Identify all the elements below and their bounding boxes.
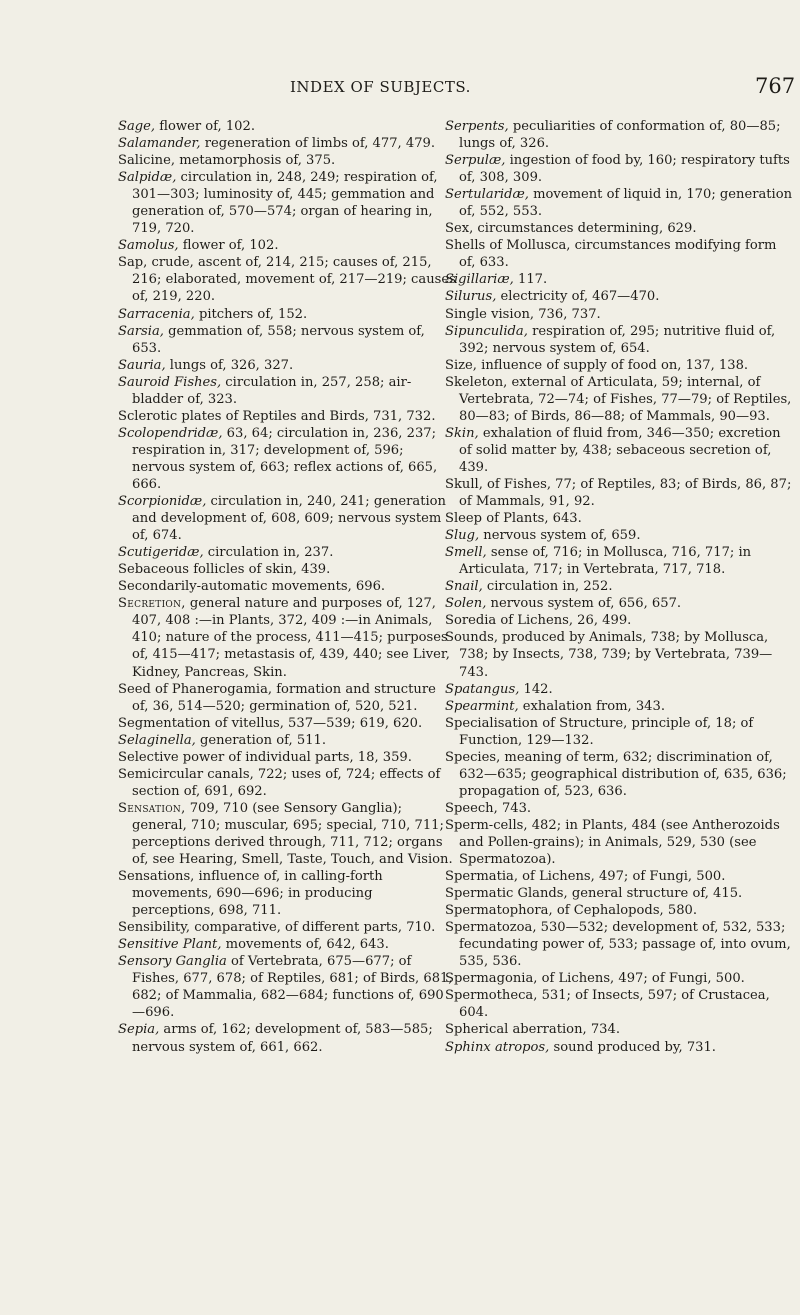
index-entry-heading: Scutigeridæ, [118, 545, 204, 561]
index-entry [445, 902, 793, 919]
index-entry-references: of Fishes, 77; of Reptiles, 83; of Birds, 86, 87; of Mammals, 91, 92. [459, 476, 792, 510]
index-entry [118, 749, 456, 766]
index-entry [118, 919, 456, 936]
page-header [0, 74, 800, 102]
index-entry-references: of Phanerogamia, formation and structure of, 36, 514—520; germination of, 520, 521. [132, 681, 436, 714]
index-entry-references: Glands, general structure of, 415. [513, 886, 743, 902]
index-entry-references: movement of liquid in, 170; generation of, 552, 553. [459, 187, 793, 220]
index-entry-references: follicles of skin, 439. [189, 562, 331, 578]
index-entry-heading: Scolopendridæ, [118, 425, 223, 441]
index-entry-references: of Vertebrata, 675—677; of Fishes, 677, 678; of Reptiles, 681; of Birds, 681, 682; of Mammalia, 682—684; functions of, 690—696. [132, 954, 453, 1021]
index-entry-references: of Structure, principle of, 18; of Function, 129—132. [459, 715, 754, 748]
index-entry [445, 544, 793, 578]
index-entry [445, 288, 793, 305]
index-entry [445, 186, 793, 220]
index-entry-references: 63, 64; circulation in, 236, 237; respiration in, 317; development of, 596; nervous system of, 663; reflex actions of, 665, 666. [132, 425, 438, 492]
index-entry-references: of Lichens, 26, 499. [496, 613, 632, 629]
index-entry-heading: Serpents, [445, 119, 509, 134]
index-entry [445, 425, 793, 476]
index-entry-heading: Segmentation [118, 715, 211, 731]
index-entry-references: exhalation from, 343. [518, 698, 665, 714]
index-entry-references: of Lichens, 497; of Fungi, 500. [518, 869, 726, 885]
index-entry-heading: Specialisation [445, 715, 539, 731]
index-entry-heading: Smell, [445, 545, 487, 561]
index-entry [118, 1021, 456, 1055]
index-entry [445, 527, 793, 544]
index-entry [445, 476, 793, 510]
index-entry [118, 254, 456, 305]
index-entry-heading: Sage, [118, 119, 156, 134]
index-entry [118, 561, 456, 578]
index-entry-heading: Spermatia, [445, 869, 519, 885]
index-entry [118, 135, 456, 152]
index-entry-references: circulation in, 240, 241; generation and development of, 608, 609; nervous system of, 674. [132, 494, 446, 544]
index-entry [445, 970, 793, 987]
index-entry [118, 425, 456, 493]
index-entry-heading: Skeleton, [445, 374, 508, 390]
index-entry [445, 868, 793, 885]
index-entry-heading: Samolus, [118, 238, 179, 254]
index-entry-references: produced by Animals, 738; by Mollusca, 738; by Insects, 738, 739; by Vertebrata, 739—743. [459, 630, 773, 680]
index-entry-heading: Sensitive Plant, [118, 937, 222, 953]
index-entry [445, 817, 793, 868]
index-entry [445, 357, 793, 374]
index-entry-references: respiration of, 295; nutritive fluid of, 392; nervous system of, 654. [459, 323, 776, 356]
index-entry [445, 510, 793, 527]
index-entry [118, 953, 456, 1021]
index-column-right [445, 118, 793, 1056]
index-entry-heading: Silurus, [445, 289, 497, 305]
index-entry-heading: Sclerotic [118, 408, 178, 424]
index-entry-references: sound produced by, 731. [549, 1039, 716, 1055]
index-entry-references: circulation in, 252. [482, 579, 613, 595]
index-entry-references: 531; of Insects, 597; of Crustacea, 604. [459, 988, 770, 1021]
index-entry [445, 578, 793, 595]
index-entry-heading: Sepia, [118, 1022, 160, 1038]
index-entry [445, 698, 793, 715]
index-entry [118, 493, 456, 544]
index-entry-heading: Sarsia, [118, 323, 164, 339]
index-entry [445, 1039, 793, 1056]
index-entry-heading: Sensibility, [118, 920, 191, 936]
index-entry-heading: Selective [118, 749, 179, 765]
index-entry-heading: Secondarily-automatic [118, 579, 268, 595]
index-entry-heading: Skull, [445, 476, 483, 492]
index-entry-heading: Sensation, [118, 800, 186, 816]
index-entry-heading: Sipunculida, [445, 323, 528, 339]
index-entry-heading: Sex, [445, 221, 474, 237]
index-entry [118, 152, 456, 169]
index-entry [118, 578, 456, 595]
index-entry [445, 1021, 793, 1038]
index-entry [445, 987, 793, 1021]
index-entry-heading: Shells [445, 238, 486, 254]
index-entry-references: comparative, of different parts, 710. [190, 920, 436, 936]
index-entry-references: influence of, in calling-forth movements, 690—696; in producing perceptions, 698, 711. [132, 869, 383, 919]
index-entry-references: metamorphosis of, 375. [175, 153, 336, 169]
index-entry [445, 306, 793, 323]
index-entry-heading: Scorpionidæ, [118, 494, 207, 510]
index-entry-references: plates of Reptiles and Birds, 731, 732. [177, 408, 436, 424]
index-entry-heading: Spatangus, [445, 681, 520, 697]
index-entry-heading: Sertularidæ, [445, 187, 529, 203]
index-entry [118, 323, 456, 357]
index-entry-heading: Species, [445, 749, 501, 765]
index-entry-references: power of individual parts, 18, 359. [178, 749, 412, 765]
index-entry-references: 117. [513, 272, 548, 288]
index-entry [445, 919, 793, 970]
index-entry-references: 530—532; development of, 532, 533; fecundating power of, 533; passage of, into ovum, 535, 536. [459, 920, 791, 970]
index-entry [445, 681, 793, 698]
index-entry-heading: Serpulæ, [445, 153, 506, 169]
index-entry-references: crude, ascent of, 214, 215; causes of, 215, 216; elaborated, movement of, 217—219; causes of, 219, 220. [132, 255, 456, 305]
index-entry-references: nervous system of, 656, 657. [486, 596, 682, 612]
index-entry [445, 220, 793, 237]
index-entry-heading: Salamander, [118, 136, 201, 152]
index-entry-references: arms of, 162; development of, 583—585; nervous system of, 661, 662. [132, 1022, 433, 1055]
index-entry-references: sense of, 716; in Mollusca, 716, 717; in Articulata, 717; in Vertebrata, 717, 718. [459, 545, 752, 578]
index-entry-heading: Spermagonia, [445, 971, 538, 987]
index-entry [118, 237, 456, 254]
index-entry-references: 142. [519, 681, 553, 697]
index-entry-references: of Cephalopods, 580. [552, 903, 698, 919]
index-entry-references: exhalation of fluid from, 346—350; excretion of solid matter by, 438; sebaceous secretion of, 439. [459, 425, 781, 475]
index-entry-references: 709, 710 (see Sensory Ganglia); general, 710; muscular, 695; special, 710, 711; perceptions derived through, 711, 712; organs of, see Hearing, Smell, Taste, Touch, and Vision. [132, 800, 453, 868]
index-entry-heading: Spermotheca, [445, 988, 538, 1004]
index-entry [118, 306, 456, 323]
index-entry-heading: Speech, [445, 800, 498, 816]
index-entry-references: of Lichens, 497; of Fungi, 500. [537, 971, 745, 987]
index-entry-references: peculiarities of conformation of, 80—85; lungs of, 326. [459, 119, 781, 152]
index-entry-heading: Sauroid Fishes, [118, 374, 222, 390]
index-entry [445, 152, 793, 186]
index-entry-references: meaning of term, 632; discrimination of, 632—635; geographical distribution of, 635, 636; propagation of, 523, 636. [459, 749, 787, 799]
index-entry-heading: Sperm-cells, [445, 817, 528, 833]
index-entry-heading: Spermatophora, [445, 903, 553, 919]
index-entry-heading: Sensory Ganglia [118, 954, 227, 970]
index-entry [118, 374, 456, 408]
index-entry-heading: Salicine, [118, 153, 176, 169]
index-entry-heading: Solen, [445, 596, 487, 612]
index-entry [118, 118, 456, 135]
index-entry [445, 118, 793, 152]
index-entry-heading: Sphinx atropos, [445, 1039, 550, 1055]
index-entry-references: vision, 736, 737. [486, 306, 601, 322]
index-entry [118, 544, 456, 561]
index-entry [445, 629, 793, 680]
index-entry [118, 936, 456, 953]
index-entry-references: circulation in, 248, 249; respiration of, 301—303; luminosity of, 445; gemmation and generation of, 570—574; organ of hearing in, 719, 720. [132, 170, 438, 237]
index-entry-references: external of Articulata, 59; internal, of Vertebrata, 72—74; of Fishes, 77—79; of Reptiles, 80—83; of Birds, 86—88; of Mammals, 90—93. [459, 374, 792, 424]
index-entry-references: flower of, 102. [155, 119, 255, 134]
index-entry [445, 715, 793, 749]
index-entry-heading: Spherical [445, 1022, 509, 1038]
index-entry-references: 482; in Plants, 484 (see Antherozoids and Pollen-grains); in Animals, 529, 530 (see Spermatozoa). [459, 817, 780, 868]
index-entry-heading: Skin, [445, 425, 479, 441]
index-entry-references: 743. [497, 800, 532, 816]
index-entry-heading: Sarracenia, [118, 306, 195, 322]
index-entry-heading: Sebaceous [118, 562, 190, 578]
index-entry-references: ingestion of food by, 160; respiratory tufts of, 308, 309. [459, 153, 790, 186]
index-entry-heading: Snail, [445, 579, 483, 595]
index-entry-references: aberration, 734. [508, 1022, 620, 1038]
index-entry [118, 357, 456, 374]
index-entry-heading: Secretion, [118, 596, 186, 612]
index-entry [445, 323, 793, 357]
index-entry-references: gemmation of, 558; nervous system of, 653. [132, 323, 425, 356]
index-entry [118, 408, 456, 425]
index-entry-references: electricity of, 467—470. [496, 289, 660, 305]
index-entry-references: lungs of, 326, 327. [165, 357, 294, 373]
index-entry [118, 766, 456, 800]
index-entry [118, 800, 456, 868]
index-entry-references: of Plants, 643. [482, 511, 582, 527]
index-entry [118, 595, 456, 680]
running-head: INDEX OF SUBJECTS. [290, 78, 471, 96]
index-entry-references: nervous system of, 659. [479, 528, 641, 544]
index-entry [445, 374, 793, 425]
index-entry-references: movements of, 642, 643. [221, 937, 389, 953]
index-entry-heading: Sounds, [445, 630, 498, 646]
index-entry-heading: Single [445, 306, 487, 322]
index-entry-heading: Spermatic [445, 886, 514, 902]
index-entry-heading: Slug, [445, 528, 480, 544]
index-entry-references: influence of supply of food on, 137, 138. [476, 357, 749, 373]
index-entry-heading: Spermatozoa, [445, 920, 537, 936]
index-entry-references: of Mollusca, circumstances modifying form of, 633. [459, 238, 777, 271]
index-entry-references: circumstances determining, 629. [473, 221, 697, 237]
index-entry-references: general nature and purposes of, 127, 407, 408 :—in Plants, 372, 409 :—in Animals, 410; nature of the process, 411—415; purposes of, 415—417; metastasis of, 439, 440; see Liver, Kidney, Pancreas, Skin. [132, 596, 450, 680]
index-entry-heading: Semicircular [118, 766, 204, 782]
index-entry-heading: Sleep [445, 511, 483, 527]
index-entry [118, 681, 456, 715]
index-entry-references: movements, 696. [267, 579, 386, 595]
index-entry-heading: Salpidæ, [118, 170, 177, 186]
index-entry [118, 169, 456, 237]
index-entry-references: circulation in, 257, 258; air-bladder of, 323. [132, 374, 412, 407]
index-entry-references: canals, 722; uses of, 724; effects of section of, 691, 692. [132, 766, 441, 799]
index-entry-heading: Spearmint, [445, 698, 519, 714]
index-entry-heading: Sauria, [118, 357, 166, 373]
index-entry [118, 868, 456, 919]
index-entry [445, 749, 793, 800]
index-entry-heading: Seed [118, 681, 151, 697]
index-entry-references: generation of, 511. [195, 732, 327, 748]
index-entry [118, 715, 456, 732]
index-entry [445, 271, 793, 288]
index-entry-heading: Sigillariæ, [445, 272, 514, 288]
index-entry [445, 612, 793, 629]
page-number: 767 [755, 74, 796, 98]
index-entry-references: pitchers of, 152. [194, 306, 308, 322]
index-entry [445, 885, 793, 902]
index-entry [118, 732, 456, 749]
index-entry [445, 595, 793, 612]
index-entry [445, 800, 793, 817]
index-entry-heading: Selaginella, [118, 732, 196, 748]
index-entry-heading: Sensations, [118, 869, 195, 885]
index-entry-references: circulation in, 237. [203, 545, 334, 561]
index-entry-heading: Size, [445, 357, 477, 373]
index-entry-references: flower of, 102. [178, 238, 279, 254]
index-entry [445, 237, 793, 271]
index-entry-heading: Soredia [445, 613, 497, 629]
index-entry-heading: Sap, [118, 255, 148, 271]
index-entry-references: of vitellus, 537—539; 619, 620. [210, 715, 423, 731]
index-column-left [118, 118, 456, 1056]
index-entry-references: regeneration of limbs of, 477, 479. [200, 136, 436, 152]
